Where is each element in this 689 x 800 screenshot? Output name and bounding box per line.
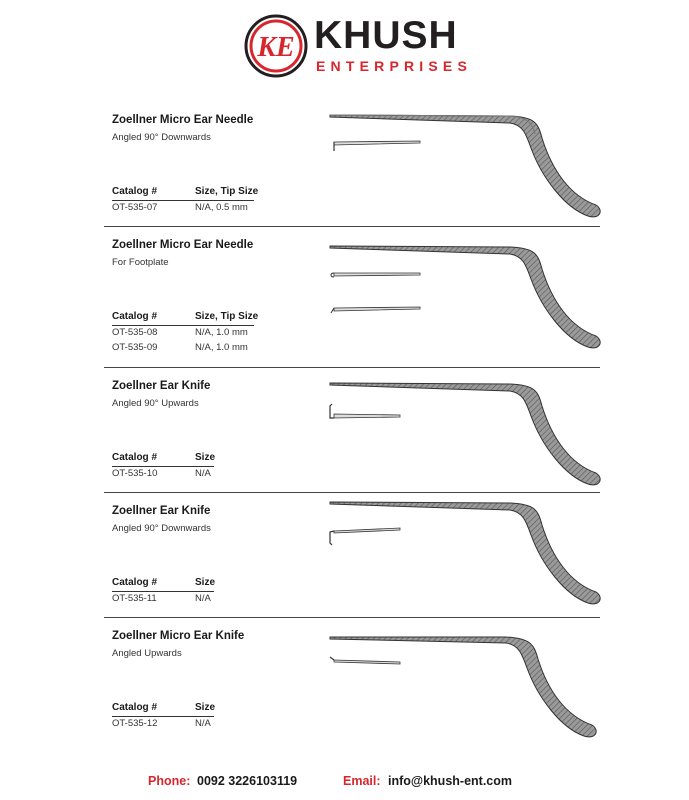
section-divider (104, 367, 600, 368)
catalog-number: OT-535-09 (112, 342, 158, 353)
product-card (0, 624, 689, 748)
size-value: N/A, 1.0 mm (195, 327, 248, 338)
instrument-image (320, 108, 610, 232)
instrument-image (320, 374, 610, 498)
phone-number[interactable]: 0092 3226103119 (197, 774, 298, 788)
table-rule (112, 200, 254, 201)
table-rule (112, 716, 214, 717)
size-value: N/A (195, 718, 211, 729)
size-value: N/A (195, 468, 211, 479)
catalog-number: OT-535-07 (112, 202, 158, 213)
product-subtitle: Angled 90° Downwards (112, 132, 211, 143)
instrument-image (320, 233, 610, 357)
catalog-number: OT-535-08 (112, 327, 158, 338)
product-card (0, 374, 689, 498)
email-label: Email: (343, 774, 381, 788)
size-header: Size (195, 702, 216, 713)
product-subtitle: Angled 90° Downwards (112, 523, 211, 534)
catalog-header: Catalog # (112, 311, 158, 322)
catalog-header: Catalog # (112, 452, 158, 463)
product-card (0, 108, 689, 232)
product-subtitle: Angled 90° Upwards (112, 398, 199, 409)
section-divider (104, 492, 600, 493)
section-divider (104, 617, 600, 618)
svg-text:KE: KE (257, 32, 295, 63)
catalog-header: Catalog # (112, 577, 158, 588)
table-rule (112, 466, 214, 467)
table-rule (112, 325, 254, 326)
product-subtitle: For Footplate (112, 257, 169, 268)
ke-logo-icon (244, 14, 308, 78)
catalog-number: OT-535-11 (112, 593, 157, 604)
table-rule (112, 591, 214, 592)
size-header: Size, Tip Size (195, 311, 259, 322)
size-header: Size, Tip Size (195, 186, 259, 197)
brand-name: KHUSH (314, 14, 458, 57)
product-title: Zoellner Micro Ear Needle (112, 239, 254, 251)
product-title: Zoellner Ear Knife (112, 380, 211, 392)
product-title: Zoellner Micro Ear Needle (112, 114, 254, 126)
section-divider (104, 226, 600, 227)
catalog-number: OT-535-12 (112, 718, 158, 729)
product-title: Zoellner Micro Ear Knife (112, 630, 245, 642)
product-title: Zoellner Ear Knife (112, 505, 211, 517)
size-header: Size (195, 577, 216, 588)
catalog-number: OT-535-10 (112, 468, 158, 479)
size-value: N/A (195, 593, 211, 604)
footer-contact (0, 770, 689, 794)
instrument-image (320, 624, 610, 748)
size-header: Size (195, 452, 216, 463)
size-value: N/A, 1.0 mm (195, 342, 248, 353)
phone-label: Phone: (148, 774, 191, 788)
brand-subtitle: ENTERPRISES (316, 58, 472, 74)
instrument-image (320, 499, 610, 623)
header (0, 0, 689, 90)
catalog-header: Catalog # (112, 702, 158, 713)
product-card (0, 233, 689, 357)
product-subtitle: Angled Upwards (112, 648, 182, 659)
email-link[interactable]: info@khush-ent.com (388, 774, 512, 788)
size-value: N/A, 0.5 mm (195, 202, 248, 213)
product-card (0, 499, 689, 623)
catalog-header: Catalog # (112, 186, 158, 197)
